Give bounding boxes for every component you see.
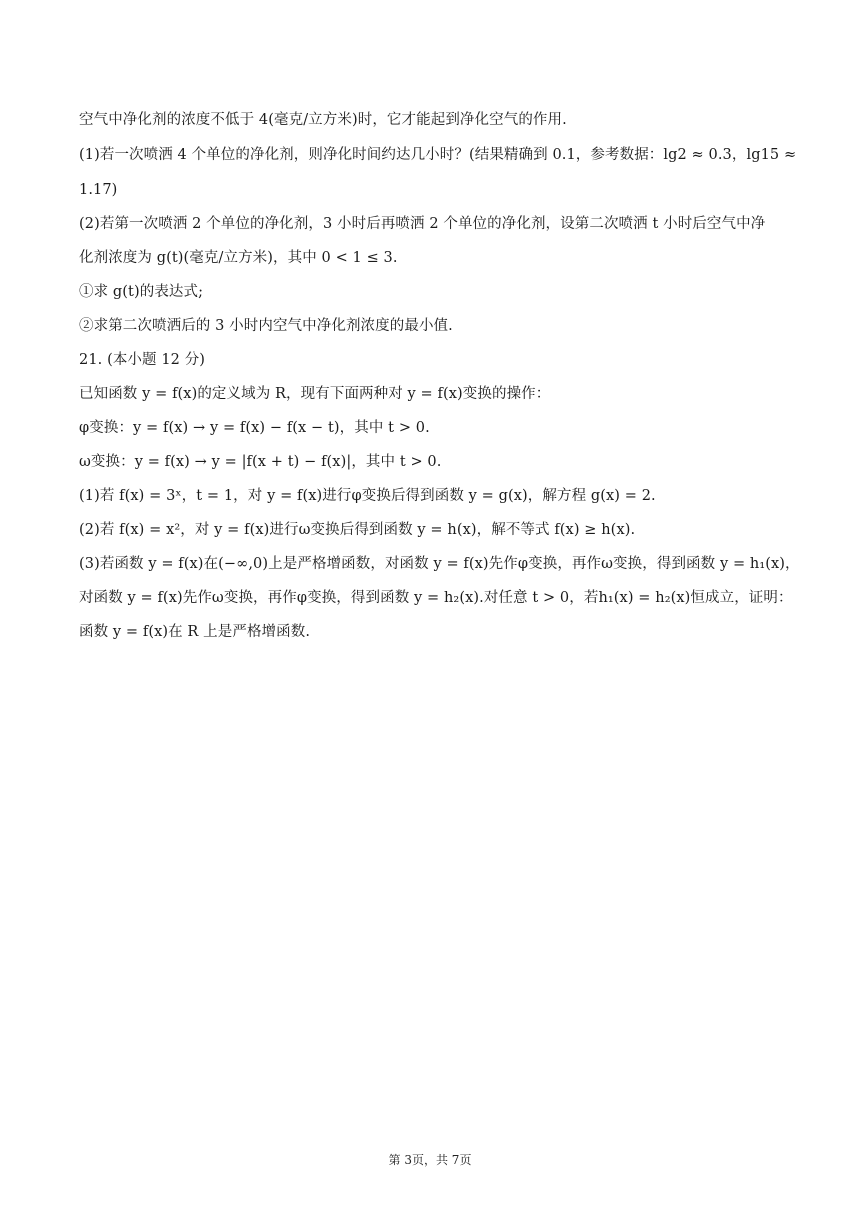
- text-line: ω变换：y = f(x) → y = |f(x + t) − f(x)|，其中 t > 0.: [79, 454, 442, 470]
- text-line: (3)若函数 y = f(x)在(−∞,0)上是严格增函数，对函数 y = f(x)先作φ变换，再作ω变换，得到函数 y = h₁(x)，: [79, 556, 800, 572]
- text-line: 对函数 y = f(x)先作ω变换，再作φ变换，得到函数 y = h₂(x).对任意 t > 0，若h₁(x) = h₂(x)恒成立，证明：: [79, 590, 793, 606]
- text-line: ②求第二次喷洒后的 3 小时内空气中净化剂浓度的最小值.: [79, 318, 453, 334]
- text-line: (1)若一次喷洒 4 个单位的净化剂，则净化时间约达几小时？(结果精确到 0.1，参考数据：lg2 ≈ 0.3，lg15 ≈: [79, 147, 797, 163]
- text-line: 化剂浓度为 g(t)(毫克/立方米)，其中 0 < 1 ≤ 3.: [79, 250, 398, 266]
- question-heading: 21. (本小题 12 分): [79, 352, 206, 368]
- text-line: ①求 g(t)的表达式;: [79, 284, 204, 300]
- text-line: φ变换：y = f(x) → y = f(x) − f(x − t)，其中 t > 0.: [79, 420, 430, 436]
- text-line: (1)若 f(x) = 3ˣ，t = 1，对 y = f(x)进行φ变换后得到函数 y = g(x)，解方程 g(x) = 2.: [79, 488, 656, 504]
- text-line: 空气中净化剂的浓度不低于 4(毫克/立方米)时，它才能起到净化空气的作用.: [79, 112, 567, 128]
- page-footer: 第 3页，共 7页: [388, 1153, 472, 1167]
- text-line: (2)若第一次喷洒 2 个单位的净化剂，3 小时后再喷洒 2 个单位的净化剂，设第二次喷洒 t 小时后空气中净: [79, 216, 766, 232]
- text-line: 1.17): [79, 182, 118, 198]
- text-line: 已知函数 y = f(x)的定义域为 R，现有下面两种对 y = f(x)变换的操作：: [79, 386, 551, 402]
- text-line: 函数 y = f(x)在 R 上是严格增函数.: [79, 624, 311, 640]
- text-line: (2)若 f(x) = x²，对 y = f(x)进行ω变换后得到函数 y = h(x)，解不等式 f(x) ≥ h(x).: [79, 522, 636, 538]
